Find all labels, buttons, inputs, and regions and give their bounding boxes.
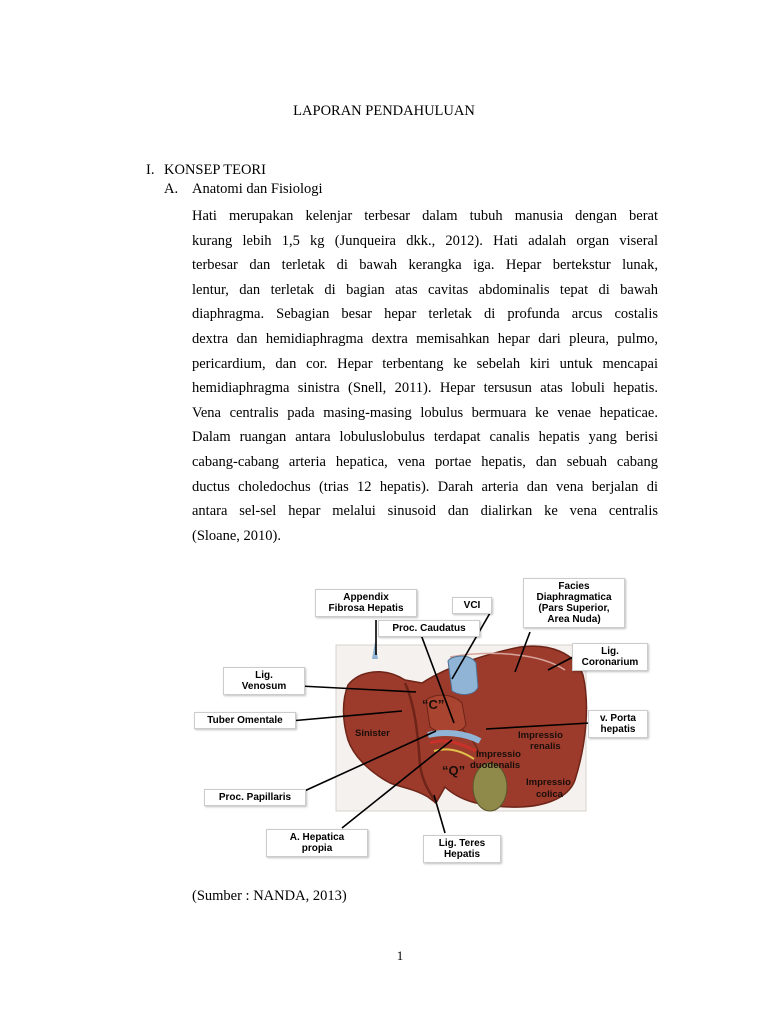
paragraph-line: pericardium, dan cor. Hepar terbentang ke sebelah kiri untuk mencapai <box>192 355 658 372</box>
body-paragraph <box>192 204 658 548</box>
paragraph-line: kurang lebih 1,5 kg (Junqueira dkk., 2012). Hati adalah organ viseral <box>192 232 658 249</box>
label-vci-text: VCI <box>463 600 481 611</box>
figure-caption: (Sumber : NANDA, 2013) <box>192 888 347 904</box>
page-title: LAPORAN PENDAHULUAN <box>293 103 475 119</box>
label-vci <box>452 597 492 614</box>
paragraph-line: cabang-cabang arteria hepatica, vena portae hepatis, dan sebuah cabang <box>192 453 658 470</box>
paragraph-line: hemidiaphragma sinistra (Snell, 2011). Hepar tersusun atas lobuli hepatis. <box>192 380 658 397</box>
label-appendix-fibrosa-text: Appendix Fibrosa Hepatis <box>328 592 404 614</box>
label-lig-coronarium <box>572 643 648 671</box>
paragraph-line: Hati merupakan kelenjar terbesar dalam tubuh manusia dengan berat <box>192 208 658 224</box>
label-proc-caudatus <box>378 620 480 637</box>
vena-cava-shape <box>448 656 478 694</box>
paragraph-line: lentur, dan terletak di bagian atas cavitas abdominalis tepat di bawah <box>192 281 658 298</box>
label-v-porta-hepatis <box>588 710 648 738</box>
label-lig-teres-hepatis <box>423 835 501 863</box>
label-a-hepatica-propia-text: A. Hepatica propia <box>289 832 345 854</box>
sinister-label: Sinister <box>355 728 390 739</box>
impressio-colica-label-2: colica <box>536 789 563 800</box>
liver-anatomy-figure <box>190 575 660 870</box>
paragraph-line: terbesar dan terletak di bawah kerangka iga. Hepar bertekstur lunak, <box>192 257 658 274</box>
label-v-porta-hepatis-text: v. Porta hepatis <box>600 713 636 735</box>
subsection-letter: A. <box>164 181 179 197</box>
impressio-duodenalis-label-1: Impressio <box>476 749 521 760</box>
section-title: KONSEP TEORI <box>164 162 266 178</box>
label-tuber-omentale <box>194 712 296 729</box>
impressio-renalis-label-2: renalis <box>530 741 561 752</box>
label-a-hepatica-propia <box>266 829 368 857</box>
q-label: “Q” <box>442 763 466 778</box>
label-lig-venosum <box>223 667 305 695</box>
label-appendix-fibrosa <box>315 589 417 617</box>
label-facies-diaphragmatica-text: Facies Diaphragmatica (Pars Superior, Area Nuda) <box>536 581 612 625</box>
label-lig-coronarium-text: Lig. Coronarium <box>581 646 639 668</box>
label-lig-teres-hepatis-text: Lig. Teres Hepatis <box>438 838 486 860</box>
paragraph-line: Vena centralis pada masing-masing lobulus bermuara ke venae hepaticae. <box>192 404 658 421</box>
label-lig-venosum-text: Lig. Venosum <box>241 670 287 692</box>
label-proc-papillaris-text: Proc. Papillaris <box>218 792 292 803</box>
impressio-colica-label-1: Impressio <box>526 777 571 788</box>
section-number: I. <box>146 162 155 178</box>
paragraph-line: antara sel-sel hepar melalui sinusoid dan dialirkan ke vena centralis <box>192 503 658 520</box>
c-label: “C” <box>422 697 445 712</box>
page-number: 1 <box>396 948 404 963</box>
label-facies-diaphragmatica <box>523 578 625 628</box>
impressio-renalis-label-1: Impressio <box>518 730 563 741</box>
paragraph-line: Dalam ruangan antara lobuluslobulus terdapat canalis hepatis yang berisi <box>192 429 658 446</box>
label-tuber-omentale-text: Tuber Omentale <box>207 715 283 726</box>
label-proc-caudatus-text: Proc. Caudatus <box>392 623 466 634</box>
paragraph-line: diaphragma. Sebagian besar hepar terletak di profunda arcus costalis <box>192 306 658 323</box>
label-proc-papillaris <box>204 789 306 806</box>
paragraph-line: ductus choledochus (trias 12 hepatis). Darah arteria dan vena berjalan di <box>192 478 658 495</box>
impressio-duodenalis-label-2: duodenalis <box>470 760 521 771</box>
paragraph-line: dextra dan hemidiaphragma dextra memisahkan hepar dari pleura, pulmo, <box>192 330 658 347</box>
paragraph-line: (Sloane, 2010). <box>192 527 281 544</box>
subsection-title: Anatomi dan Fisiologi <box>192 181 323 197</box>
